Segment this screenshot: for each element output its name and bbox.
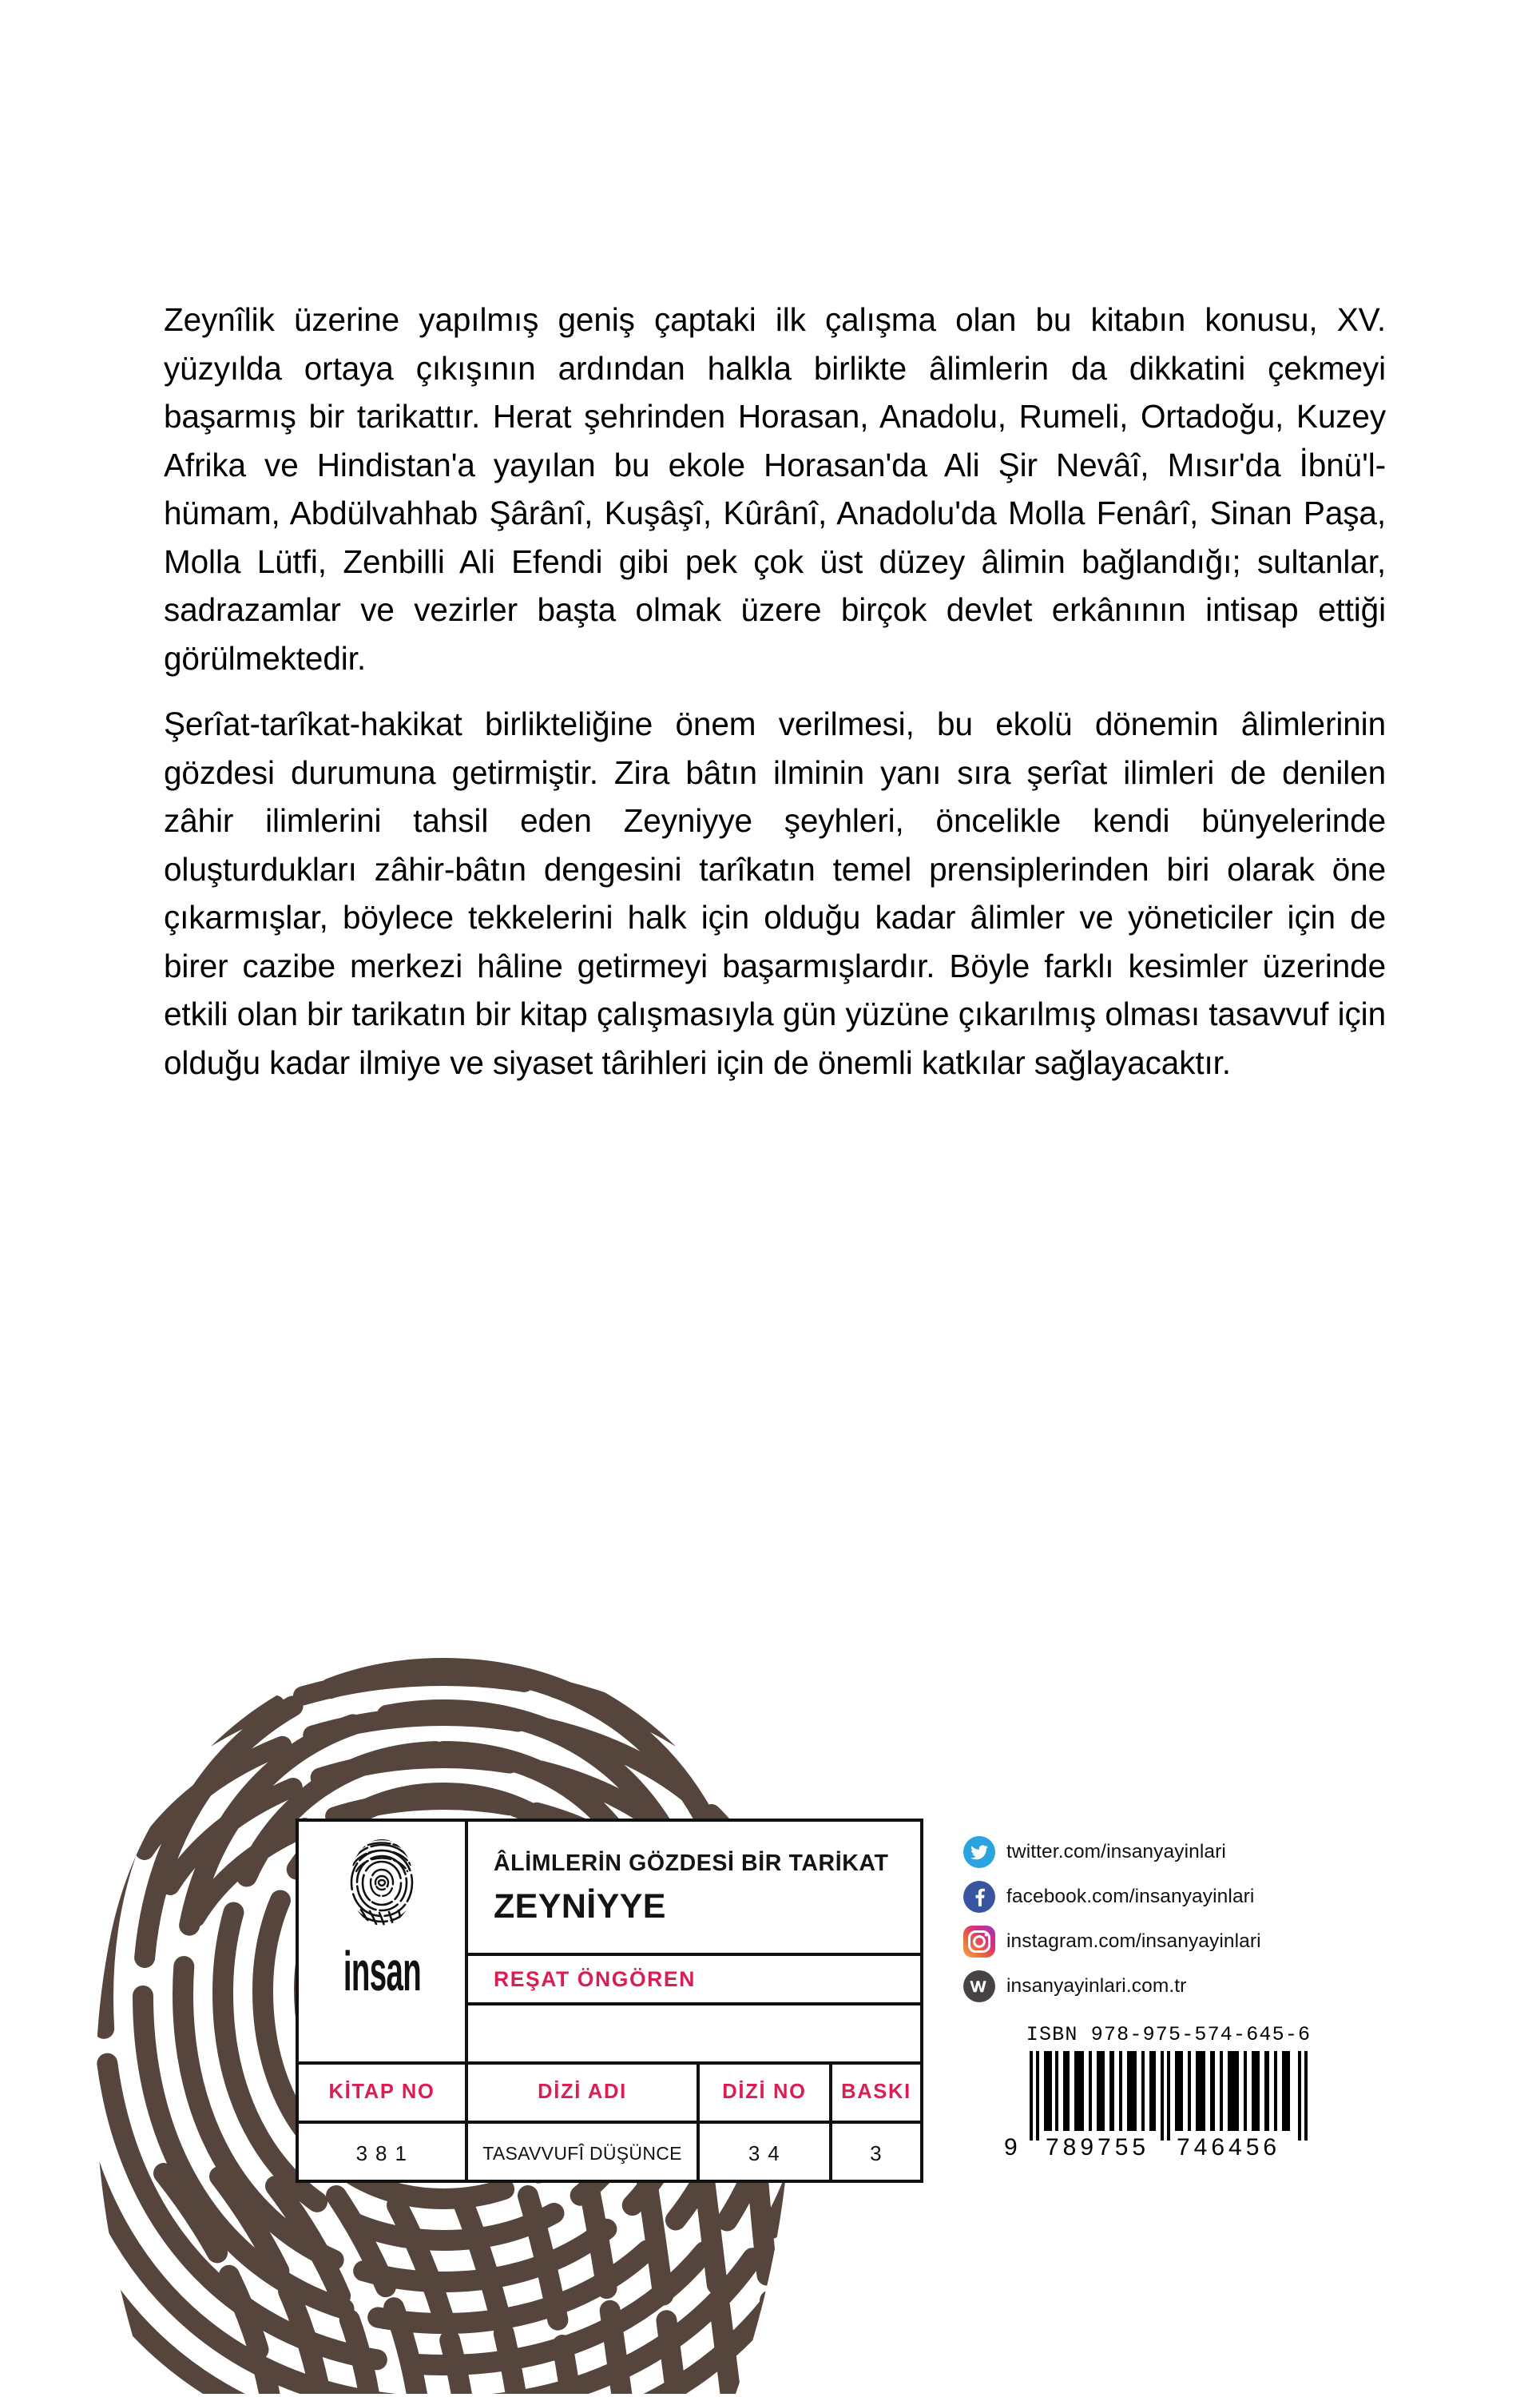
value-dizi-no: 3 4: [700, 2124, 832, 2183]
fingerprint-icon: [343, 1835, 420, 1937]
isbn-barcode-block: [1001, 2023, 1336, 2161]
author-cell: [468, 1956, 920, 2005]
website-icon: [963, 1970, 995, 2002]
header-baski: BASKI: [841, 2081, 911, 2104]
info-box-right-column: [468, 1822, 920, 2061]
back-cover-blurb: [164, 296, 1386, 1087]
header-kitap-no: KİTAP NO: [299, 2065, 468, 2121]
value-kitap-no: 3 8 1: [299, 2124, 468, 2183]
value-baski: 3: [870, 2141, 883, 2165]
info-table-value-row: [299, 2121, 920, 2183]
social-link-facebook[interactable]: [963, 1879, 1379, 1914]
publisher-logo-cell: [299, 1822, 468, 2061]
social-links-list: [963, 1835, 1379, 2004]
publisher-logo-wordmark: insan: [343, 1941, 421, 2003]
header-dizi-no: DİZİ NO: [700, 2065, 832, 2121]
book-subtitle: ÂLİMLERİN GÖZDESİ BİR TARİKAT: [494, 1850, 889, 1876]
info-box-top-section: [299, 1822, 920, 2061]
social-link-twitter-label: twitter.com/insanyayinlari: [1006, 1840, 1226, 1862]
publisher-info-box: [296, 1819, 923, 2183]
barcode-left-digits: 789755: [1046, 2134, 1150, 2160]
social-link-instagram[interactable]: [963, 1924, 1379, 1959]
isbn-number: ISBN 978-975-574-645-6: [1026, 2023, 1312, 2046]
social-link-instagram-label: instagram.com/insanyayinlari: [1006, 1930, 1261, 1952]
instagram-icon: [963, 1926, 995, 1958]
value-dizi-adi: TASAVVUFÎ DÜŞÜNCE: [468, 2124, 700, 2183]
book-title-cell: [468, 1822, 920, 1956]
info-box-empty-cell: [468, 2005, 920, 2061]
header-dizi-adi: DİZİ ADI: [468, 2065, 700, 2121]
info-table-header-row: [299, 2061, 920, 2121]
barcode-lead-digit: 9: [1004, 2134, 1018, 2160]
facebook-icon: [963, 1881, 995, 1913]
blurb-paragraph-2: Şerîat-tarîkat-hakikat birlikteliğine önem verilmesi, bu ekolü dönemin âlimlerinin gözdesi durumuna getirmiştir. Zira bâtın ilminin yanı sıra şerîat ilimleri de denilen zâhir ilimlerini tahsil eden Zeyniyye şeyhleri, öncelikle kendi bünyelerinde oluşturdukları zâhir-bâtın dengesini tarîkatın temel prensiplerinden biri olarak öne çıkarmışlar, böylece tekkelerini halk için olduğu kadar âlimler ve yöneticiler için de birer cazibe merkezi hâline getirmeyi başarmışlardır. Böyle farklı kesimler üzerinde etkili olan bir tarikatın bir kitap çalışmasıyla gün yüzüne çıkarılmış olması tasavvuf için olduğu kadar ilmiye ve siyaset târihleri için de önemli katkılar sağlayacaktır.: [164, 706, 1386, 1081]
author-name: REŞAT ÖNGÖREN: [494, 1966, 696, 1991]
book-title: ZEYNİYYE: [494, 1886, 666, 1926]
social-link-website-label: insanyayinlari.com.tr: [1006, 1974, 1187, 1997]
social-link-website[interactable]: [963, 1969, 1379, 2004]
social-link-twitter[interactable]: [963, 1835, 1379, 1870]
blurb-paragraph-1: Zeynîlik üzerine yapılmış geniş çaptaki ilk çalışma olan bu kitabın konusu, XV. yüzyılda ortaya çıkışının ardından halkla birlikte âlimlerin da dikkatini çekmeyi başarmış bir tarikattır. Herat şehrinden Horasan, Anadolu, Rumeli, Ortadoğu, Kuzey Afrika ve Hindistan'a yayılan bu ekole Horasan'da Ali Şir Nevâî, Mısır'da İbnü'l-hümam, Abdülvahhab Şârânî, Kuşâşî, Kûrânî, Anadolu'da Molla Fenârî, Sinan Paşa, Molla Lütfi, Zenbilli Ali Efendi gibi pek çok üst düzey âlimin bağlandığı; sultanlar, sadrazamlar ve vezirler başta olmak üzere birçok devlet erkânının intisap ettiği görülmektedir.: [164, 301, 1386, 677]
barcode-right-digits: 746456: [1177, 2134, 1281, 2160]
twitter-icon: [963, 1836, 995, 1868]
ean13-barcode: [1001, 2049, 1336, 2161]
social-link-facebook-label: facebook.com/insanyayinlari: [1006, 1885, 1255, 1907]
